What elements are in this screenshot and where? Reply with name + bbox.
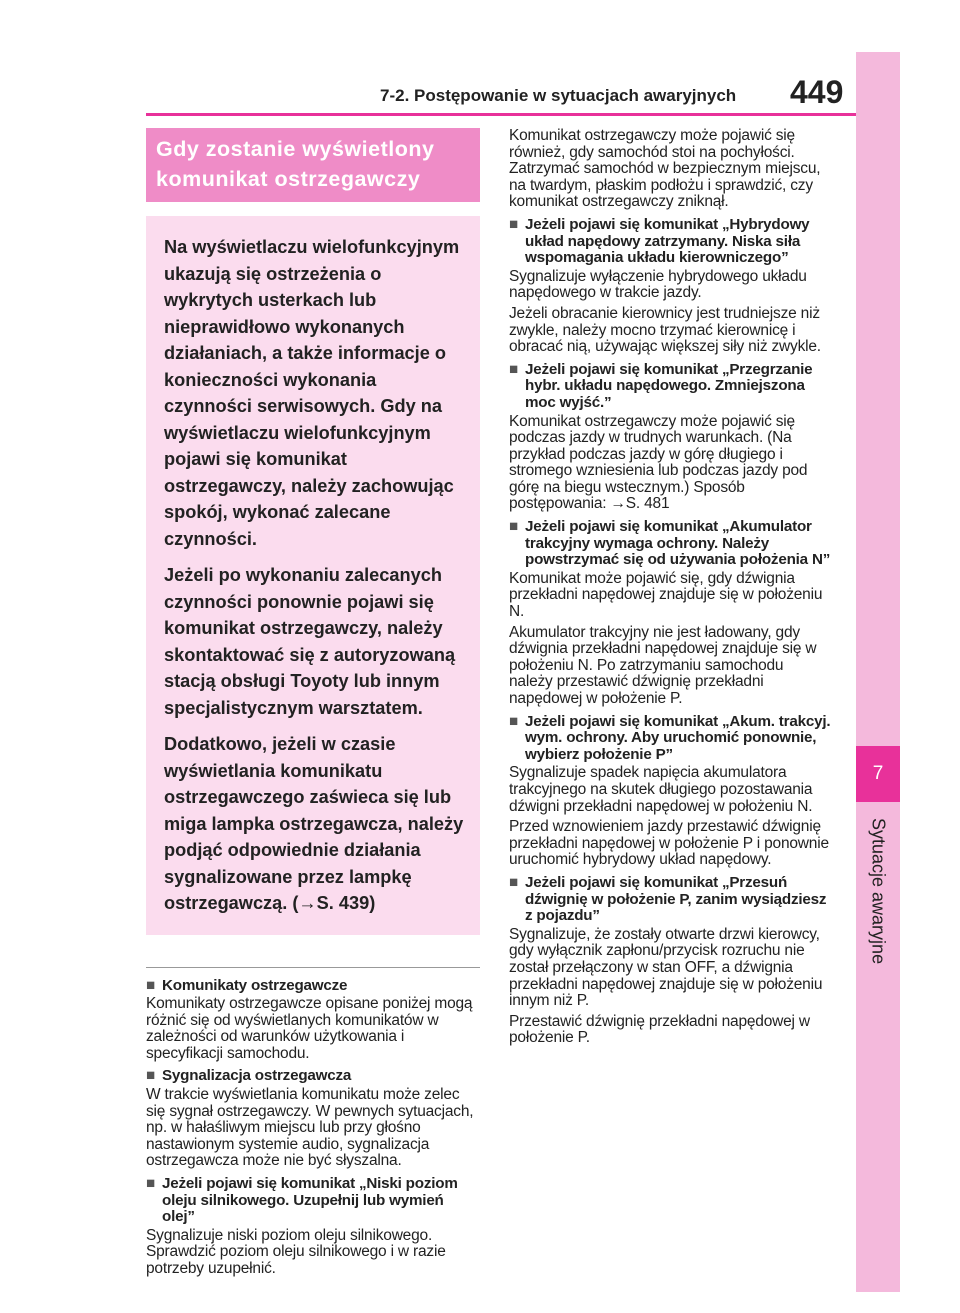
section-title: 7-2. Postępowanie w sytuacjach awaryjnych [380, 86, 737, 105]
side-tab [856, 52, 900, 1292]
body-paragraph: Komunikat ostrzegawczy może pojawić się podczas jazdy w trudnych warunkach. (Na przykład podczas jazdy w górę długiego i stromego wzniesienia lub podczas jazdy pod górę na biegu wstecznym.) Sposób postępowania: →S. 481 [509, 412, 808, 513]
section-heading: ■ Komunikaty ostrzegawcze [146, 976, 348, 994]
body-paragraph: Przed wznowieniem jazdy przestawić dźwignię przekładni napędowej w położenie P i ponownie uruchomić hybrydowy układ napędowy. [509, 818, 829, 869]
body-paragraph: Sygnalizuje niski poziom oleju silnikowego. Sprawdzić poziom oleju silnikowego i w razie potrzeby uzupełnić. [146, 1226, 446, 1277]
divider [146, 967, 480, 968]
header-rule [146, 113, 856, 116]
left-body [146, 978, 480, 1278]
section-heading: ■ Jeżeli pojawi się komunikat „Przegrzanie hybr. układu napędowego. Zmniejszona moc wyjść.” [509, 360, 813, 411]
black-square-icon: ■ [509, 215, 518, 233]
body-paragraph: Akumulator trakcyjny nie jest ładowany, gdy dźwignia przekładni napędowej znajduje się w położeniu N. Po zatrzymaniu samochodu należy przestawić dźwignię przekładni napędowej w położenie P. [509, 623, 817, 707]
black-square-icon: ■ [509, 873, 518, 891]
section-heading: ■ Jeżeli pojawi się komunikat „Hybrydowy układ napędowy zatrzymany. Niska siła wspomagania układu kierowniczego” [509, 215, 810, 267]
body-paragraph: Sygnalizuje, że zostały otwarte drzwi kierowcy, gdy wyłącznik zapłonu/przycisk rozruchu nie został przełączony w stan OFF, a dźwignia przekładni napędowej znajduje się w położeniu innym niż P. [509, 925, 823, 1010]
left-column [146, 128, 480, 1282]
section-heading: ■ Jeżeli pojawi się komunikat „Akum. trakcyj. wym. ochrony. Aby uruchomić ponownie, wybierz położenie P” [509, 712, 831, 763]
section-heading: ■ Jeżeli pojawi się komunikat „Akumulator trakcyjny wymaga ochrony. Należy powstrzymać się od używania położenia N” [509, 518, 831, 569]
body-paragraph: Komunikat może pojawić się, gdy dźwignia przekładni napędowej znajduje się w położeniu N. [509, 569, 823, 621]
black-square-icon: ■ [509, 360, 518, 378]
section-heading: ■ Sygnalizacja ostrzegawcza [146, 1067, 352, 1085]
lead-paragraph: Dodatkowo, jeżeli w czasie wyświetlania komunikatu ostrzegawczego zaświeca się lub miga lampka ostrzegawcza, należy podjąć odpowiednie działania sygnalizowane przez lampkę ostrzegawczą. (→S. 439) [164, 734, 464, 913]
chapter-number-box [856, 746, 900, 802]
black-square-icon: ■ [146, 976, 155, 994]
body-paragraph: Sygnalizuje wyłączenie hybrydowego układu napędowego w trakcie jazdy. [509, 267, 807, 302]
section-banner: Gdy zostanie wyświetlony komunikat ostrzegawczy [146, 128, 480, 202]
black-square-icon: ■ [146, 1175, 155, 1193]
section-heading: ■ Jeżeli pojawi się komunikat „Niski poziom oleju silnikowego. Uzupełnij lub wymień olej” [146, 1175, 458, 1226]
body-paragraph: Sygnalizuje spadek napięcia akumulatora trakcyjnego na skutek długiego pozostawania dźwigni przekładni napędowej w położeniu N. [509, 764, 813, 815]
black-square-icon: ■ [146, 1067, 155, 1085]
lead-paragraph: Na wyświetlaczu wielofunkcyjnym ukazują się ostrzeżenia o wykrytych usterkach lub nieprawidłowo wykonanych działaniach, a także informacje o konieczności wykonania czynności serwisowych. Gdy na wyświetlaczu wielofunkcyjnym pojawi się komunikat ostrzegawczy, należy zachowując spokój, wykonać zalecane czynności. [164, 237, 460, 549]
body-paragraph: W trakcie wyświetlania komunikatu może zelec się sygnał ostrzegawczy. W pewnych sytuacjach, np. w hałaśliwym miejscu lub przy głośno nastawionym systemie audio, sygnalizacja ostrzegawcza może nie być słyszalna. [146, 1086, 474, 1170]
lead-paragraph: Jeżeli po wykonaniu zalecanych czynności ponownie pojawi się komunikat ostrzegawczy, należy skontaktować się z autoryzowaną stacją obsługi Toyoty lub innym specjalistycznym warsztatem. [164, 565, 456, 718]
body-paragraph: Komunikat ostrzegawczy może pojawić się również, gdy samochód stoi na pochyłości. Zatrzymać samochód w bezpiecznym miejscu, na twardym, płaskim podłożu i sprawdzić, czy komunikat ostrzegawczy zniknął. [509, 127, 821, 211]
chapter-title-vertical: Sytuacje awaryjne [868, 818, 889, 965]
body-paragraph: Przestawić dźwignię przekładni napędowej w położenie P. [509, 1012, 810, 1047]
section-heading: ■ Jeżeli pojawi się komunikat „Przesuń dźwignię w położenie P, zanim wysiądziesz z pojazdu” [509, 873, 827, 925]
black-square-icon: ■ [509, 712, 518, 730]
page-number: 449 [790, 74, 844, 110]
chapter-number: 7 [872, 763, 884, 784]
black-square-icon: ■ [509, 518, 518, 536]
right-column [509, 128, 831, 1051]
body-paragraph: Komunikaty ostrzegawcze opisane poniżej mogą różnić się od wyświetlanych komunikatów w zależności od warunków użytkowania i specyfikacji samochodu. [146, 995, 473, 1062]
lead-box [146, 216, 480, 935]
body-paragraph: Jeżeli obracanie kierownicy jest trudniejsze niż zwykle, należy mocno trzymać kierownicę i obracać nią, używając większej siły niż zwykle. [509, 304, 821, 356]
